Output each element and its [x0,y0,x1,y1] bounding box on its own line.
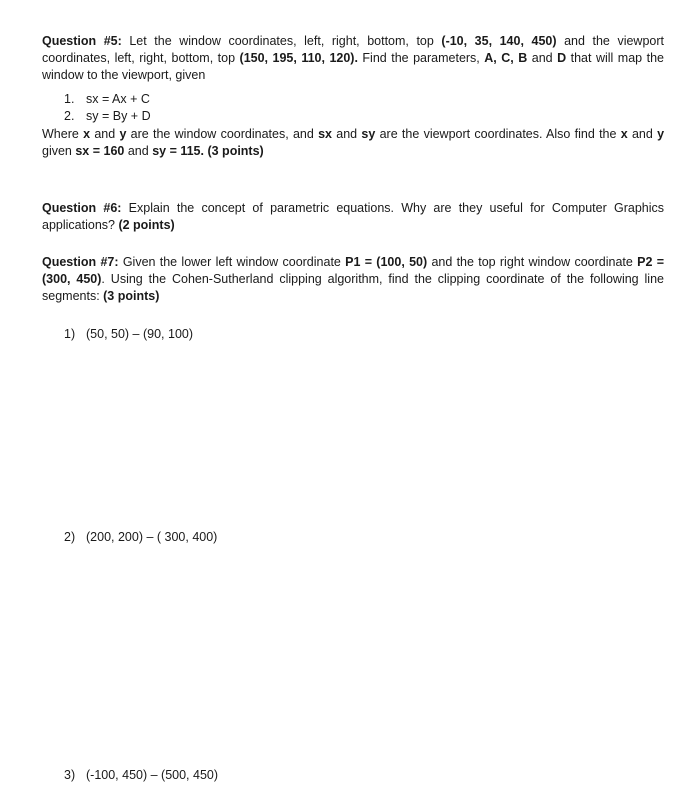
question-6-label: Question #6: [42,201,122,215]
line-segment-1 [64,326,464,343]
q7-p1: P1 = (100, 50) [345,255,428,269]
question-5-paragraph [42,33,664,84]
q5-where-text: given [42,144,76,158]
q7-text-3: . Using the Cohen-Sutherland clipping algorithm, find the clipping coordinate of the following line segments: [42,272,664,303]
question-5-label: Question #5: [42,34,122,48]
q5-sx-var: sx [318,127,333,141]
q5-sy-var: sy [361,127,376,141]
question-6-paragraph [42,200,664,234]
line-segment-3 [64,767,464,784]
q5-sy-given: sy = 115. [152,144,204,158]
q5-param-acb: A, C, B [484,51,528,65]
q5-where-text: are the window coordinates, and [126,127,319,141]
q5-x-var: x [83,127,91,141]
q7-text-1: Given the lower left window coordinate [118,255,346,269]
segment-text: (200, 200) – ( 300, 400) [86,530,218,544]
q5-text-5: that will map the window to the viewport, given [42,51,664,82]
q6-points: (2 points) [118,218,175,232]
q5-param-d: D [557,51,567,65]
q7-points: (3 points) [103,289,160,303]
q5-where-text: Where [42,127,84,141]
segment-text: (-100, 450) – (500, 450) [86,768,219,782]
q5-text-4: and [527,51,558,65]
q7-text-2: and the top right window coordinate [427,255,638,269]
q5-points: (3 points) [207,144,264,158]
line-segment-2 [64,529,464,546]
q5-sx-given: sx = 160 [75,144,125,158]
list-item [64,108,624,125]
q5-where-text: and [627,127,658,141]
q5-where-text: and [90,127,120,141]
equation-text: sx = Ax + C [86,92,150,106]
equation-text: sy = By + D [86,109,151,123]
equation-number: 1. [64,92,75,106]
q5-text-2: and the viewport coordinates, left, right, bottom, top [42,34,664,65]
q5-y-var: y [119,127,127,141]
q5-where-paragraph [42,126,664,160]
q5-where-text: and [332,127,362,141]
segment-number: 3) [64,768,76,782]
q7-p2: P2 = (300, 450) [42,255,664,286]
q6-text: Explain the concept of parametric equations. Why are they useful for Computer Graphics applications? [42,201,664,232]
q5-text-3: Find the parameters, [357,51,485,65]
question-7-label: Question #7: [42,255,119,269]
q5-window-coords: (-10, 35, 140, 450) [441,34,557,48]
question-7-paragraph [42,254,664,305]
equation-number: 2. [64,109,75,123]
segment-number: 2) [64,530,76,544]
segment-number: 1) [64,327,76,341]
q5-where-text: and [124,144,153,158]
q5-equation-list [64,91,624,125]
list-item [64,91,624,108]
q5-viewport-coords: (150, 195, 110, 120). [239,51,358,65]
q5-y-var: y [657,127,665,141]
q5-x-var: x [620,127,628,141]
q5-text-1: Let the window coordinates, left, right, bottom, top [121,34,442,48]
segment-text: (50, 50) – (90, 100) [86,327,194,341]
q5-where-text: are the viewport coordinates. Also find the [375,127,621,141]
